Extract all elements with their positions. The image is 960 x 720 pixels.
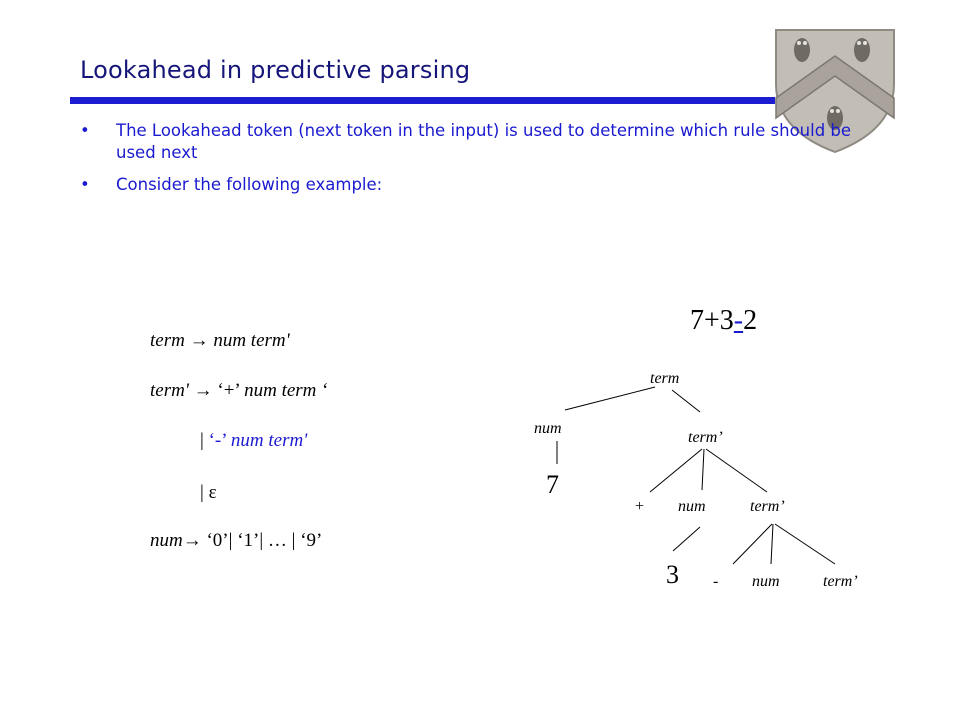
rule-literal: ‘-’ (208, 430, 227, 451)
rule-rhs: num term' (213, 330, 290, 351)
rule-literal: ‘+’ (217, 380, 240, 401)
bullet-marker: • (80, 175, 90, 194)
arrow-symbol: → (182, 530, 202, 551)
rule-lhs: num (150, 530, 183, 551)
bullet-marker: • (80, 121, 90, 140)
lookahead-token: - (733, 305, 744, 336)
bullet-text: The Lookahead token (next token in the input) is used to determine which rule should be used next (116, 121, 852, 162)
slide-title: Lookahead in predictive parsing (80, 56, 471, 84)
alternative-bar: | (200, 482, 204, 503)
tree-node-term-prime: term’ (823, 573, 858, 590)
rule-rhs: num term ‘ (244, 380, 328, 401)
tree-leaf-three: 3 (666, 560, 679, 589)
tree-node-num: num (678, 498, 706, 515)
example-remaining: 2 (743, 305, 758, 336)
epsilon-symbol: ε (208, 482, 217, 503)
tree-node-minus: - (713, 573, 719, 590)
tree-node-term-prime: term’ (750, 498, 785, 515)
tree-node-plus: + (635, 498, 645, 515)
example-consumed: 7+3 (690, 305, 734, 336)
tree-node-num: num (752, 573, 780, 590)
rule-lhs: term' (150, 380, 189, 401)
rule-lhs: term (150, 330, 185, 351)
arrow-symbol: → (189, 330, 209, 351)
bullet-text: Consider the following example: (116, 175, 383, 194)
tree-node-term-prime: term’ (688, 429, 723, 446)
tree-node-num: num (534, 420, 562, 437)
rule-rhs: ‘0’| ‘1’| … | ‘9’ (206, 530, 323, 551)
arrow-symbol: → (193, 380, 213, 401)
rule-rhs: num term' (230, 430, 308, 451)
tree-leaf-seven: 7 (546, 470, 559, 499)
tree-node-term: term (650, 370, 680, 387)
alternative-bar: | (200, 430, 204, 451)
